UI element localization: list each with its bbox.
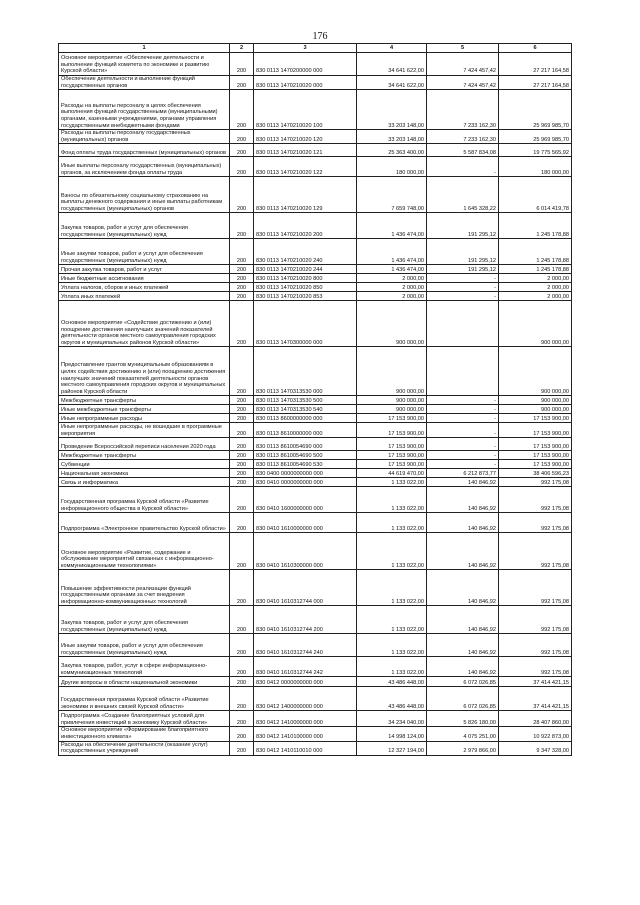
table-row <box>59 570 572 606</box>
row-plan-cell: 17 153 900,00 <box>357 414 427 423</box>
table-row <box>59 727 572 741</box>
row-plan-cell: 1 133 022,00 <box>357 634 427 657</box>
row-name-cell: Иные выплаты персоналу государственных (муниципальных) органов, за исключением фонда оплаты труда <box>59 157 230 177</box>
row-vr-cell: 200 <box>230 292 254 301</box>
row-code-cell: 830 0113 1470313530 000 <box>254 347 357 396</box>
row-plan-cell: 1 133 022,00 <box>357 657 427 677</box>
row-plan-cell: 33 203 148,00 <box>357 130 427 144</box>
row-vr-cell: 200 <box>230 478 254 487</box>
row-code-cell: 830 0113 1470210020 000 <box>254 76 357 90</box>
row-vr-cell: 200 <box>230 177 254 213</box>
row-code-cell: 830 0410 0000000000 000 <box>254 478 357 487</box>
column-header: 5 <box>427 44 499 53</box>
row-plan-cell: 1 436 474,00 <box>357 213 427 239</box>
row-vr-cell: 200 <box>230 451 254 460</box>
row-rest-cell: 180 000,00 <box>499 157 572 177</box>
table-row <box>59 301 572 347</box>
row-exec-cell: 7 233 162,30 <box>427 130 499 144</box>
row-plan-cell: 43 486 448,00 <box>357 687 427 711</box>
row-vr-cell: 200 <box>230 301 254 347</box>
row-exec-cell: 7 424 457,42 <box>427 53 499 76</box>
row-code-cell: 830 0113 8610054690 000 <box>254 438 357 451</box>
table-row <box>59 487 572 513</box>
row-exec-cell: - <box>427 460 499 469</box>
row-vr-cell: 200 <box>230 396 254 405</box>
row-code-cell: 830 0113 1470210020 129 <box>254 177 357 213</box>
row-name-cell: Основное мероприятие «Обеспечение деятельности и выполнение функций комитета по экономике и развитию Курской области» <box>59 53 230 76</box>
row-name-cell: Иные непрограммные расходы, не вошедшие в программные мероприятия <box>59 423 230 438</box>
row-code-cell: 830 0113 8600000000 000 <box>254 414 357 423</box>
row-vr-cell: 200 <box>230 570 254 606</box>
row-rest-cell: 900 000,00 <box>499 405 572 414</box>
row-exec-cell: - <box>427 414 499 423</box>
row-rest-cell: 900 000,00 <box>499 347 572 396</box>
row-exec-cell: - <box>427 292 499 301</box>
row-name-cell: Закупка товаров, работ и услуг для обеспечения государственных (муниципальных) нужд <box>59 213 230 239</box>
table-row <box>59 292 572 301</box>
row-exec-cell: - <box>427 396 499 405</box>
row-plan-cell: 1 133 022,00 <box>357 487 427 513</box>
table-row <box>59 460 572 469</box>
table-row <box>59 711 572 727</box>
row-code-cell: 830 0113 1470210020 850 <box>254 283 357 292</box>
row-exec-cell: 5 587 834,08 <box>427 144 499 157</box>
row-vr-cell: 200 <box>230 687 254 711</box>
row-plan-cell: 34 234 040,00 <box>357 711 427 727</box>
row-plan-cell: 2 000,00 <box>357 292 427 301</box>
row-vr-cell: 200 <box>230 711 254 727</box>
table-row <box>59 634 572 657</box>
row-vr-cell: 200 <box>230 76 254 90</box>
row-plan-cell: 1 133 022,00 <box>357 570 427 606</box>
row-rest-cell: 10 922 873,00 <box>499 727 572 741</box>
row-name-cell: Прочая закупка товаров, работ и услуг <box>59 265 230 274</box>
row-rest-cell: 25 969 985,70 <box>499 90 572 130</box>
row-vr-cell: 200 <box>230 741 254 755</box>
table-row <box>59 478 572 487</box>
row-plan-cell: 25 363 400,00 <box>357 144 427 157</box>
row-code-cell: 830 0412 0000000000 000 <box>254 677 357 687</box>
row-vr-cell: 200 <box>230 274 254 283</box>
row-name-cell: Подпрограмма «Электронное правительство Курской области» <box>59 513 230 533</box>
row-vr-cell: 200 <box>230 460 254 469</box>
row-code-cell: 830 0412 1410100000 000 <box>254 727 357 741</box>
row-exec-cell: 191 295,12 <box>427 239 499 265</box>
table-row <box>59 347 572 396</box>
row-rest-cell: 2 000,00 <box>499 292 572 301</box>
row-plan-cell: 900 000,00 <box>357 396 427 405</box>
page-number: 176 <box>312 31 328 42</box>
row-name-cell: Основное мероприятие «Формирование благоприятного инвестиционного климата» <box>59 727 230 741</box>
row-exec-cell: 140 846,92 <box>427 634 499 657</box>
row-exec-cell: 191 295,12 <box>427 265 499 274</box>
row-rest-cell: 992 175,08 <box>499 570 572 606</box>
row-rest-cell: 17 153 900,00 <box>499 451 572 460</box>
row-rest-cell: 992 175,08 <box>499 533 572 570</box>
row-code-cell: 830 0113 1470200000 000 <box>254 53 357 76</box>
row-code-cell: 830 0113 1470210020 800 <box>254 274 357 283</box>
row-name-cell: Иные бюджетные ассигнования <box>59 274 230 283</box>
row-name-cell: Закупка товаров, работ, услуг в сфере информационно-коммуникационных технологий <box>59 657 230 677</box>
row-code-cell: 830 0410 1610312744 242 <box>254 657 357 677</box>
row-plan-cell: 180 000,00 <box>357 157 427 177</box>
table-row <box>59 76 572 90</box>
row-exec-cell: 2 979 866,00 <box>427 741 499 755</box>
row-vr-cell: 200 <box>230 265 254 274</box>
row-code-cell: 830 0113 1470300000 000 <box>254 301 357 347</box>
row-plan-cell: 1 133 022,00 <box>357 533 427 570</box>
row-exec-cell: 140 846,92 <box>427 657 499 677</box>
row-name-cell: Обеспечение деятельности и выполнение функций государственных органов <box>59 76 230 90</box>
row-code-cell: 830 0113 1470210020 122 <box>254 157 357 177</box>
row-exec-cell: - <box>427 438 499 451</box>
table-row <box>59 239 572 265</box>
row-vr-cell: 200 <box>230 405 254 414</box>
row-rest-cell: 17 153 900,00 <box>499 438 572 451</box>
budget-table <box>58 43 572 756</box>
table-row <box>59 469 572 478</box>
row-name-cell: Расходы на выплаты персоналу в целях обеспечения выполнения функций государственными (муниципальными) органами, казенными учреждениями, органами управления государственными внебюджетными фондами <box>59 90 230 130</box>
row-vr-cell: 200 <box>230 423 254 438</box>
row-exec-cell <box>427 347 499 396</box>
row-name-cell: Государственная программа Курской области «Развитие экономики и внешних связей Курской области» <box>59 687 230 711</box>
row-plan-cell: 1 436 474,00 <box>357 265 427 274</box>
table-row <box>59 157 572 177</box>
row-exec-cell: - <box>427 274 499 283</box>
table-row <box>59 144 572 157</box>
table-row <box>59 438 572 451</box>
row-name-cell: Фонд оплаты труда государственных (муниципальных) органов <box>59 144 230 157</box>
row-rest-cell: 992 175,08 <box>499 606 572 634</box>
row-vr-cell: 200 <box>230 438 254 451</box>
row-vr-cell: 200 <box>230 239 254 265</box>
row-name-cell: Закупка товаров, работ и услуг для обеспечения государственных (муниципальных) нужд <box>59 606 230 634</box>
table-row <box>59 90 572 130</box>
row-exec-cell: - <box>427 157 499 177</box>
row-exec-cell: 5 826 180,00 <box>427 711 499 727</box>
row-plan-cell: 34 641 622,00 <box>357 76 427 90</box>
row-name-cell: Иные закупки товаров, работ и услуг для обеспечения государственных (муниципальных) нужд <box>59 634 230 657</box>
row-name-cell: Основное мероприятие «Развитие, содержание и обслуживание мероприятий связанных с информационно-коммуникационными технологиями» <box>59 533 230 570</box>
row-code-cell: 830 0113 1470210020 853 <box>254 292 357 301</box>
table-row <box>59 741 572 755</box>
row-exec-cell: 140 846,92 <box>427 513 499 533</box>
row-vr-cell: 200 <box>230 727 254 741</box>
row-rest-cell: 900 000,00 <box>499 396 572 405</box>
row-plan-cell: 1 436 474,00 <box>357 239 427 265</box>
row-exec-cell: 140 846,92 <box>427 478 499 487</box>
row-exec-cell: 7 424 457,42 <box>427 76 499 90</box>
table-row <box>59 130 572 144</box>
row-rest-cell: 900 000,00 <box>499 301 572 347</box>
row-code-cell: 830 0113 1470313530 500 <box>254 396 357 405</box>
row-name-cell: Иные межбюджетные трансферты <box>59 405 230 414</box>
row-vr-cell: 200 <box>230 347 254 396</box>
row-vr-cell: 200 <box>230 283 254 292</box>
table-row <box>59 677 572 687</box>
row-name-cell: Связь и информатика <box>59 478 230 487</box>
row-plan-cell: 7 659 748,00 <box>357 177 427 213</box>
row-rest-cell: 17 153 900,00 <box>499 414 572 423</box>
row-plan-cell: 17 153 900,00 <box>357 438 427 451</box>
row-code-cell: 830 0113 1470210020 240 <box>254 239 357 265</box>
table-row <box>59 687 572 711</box>
table-body <box>59 53 572 756</box>
row-rest-cell: 1 245 178,88 <box>499 265 572 274</box>
table-row <box>59 283 572 292</box>
table-row <box>59 606 572 634</box>
row-exec-cell: 140 846,92 <box>427 570 499 606</box>
row-rest-cell: 27 217 164,58 <box>499 76 572 90</box>
row-plan-cell: 34 641 622,00 <box>357 53 427 76</box>
row-name-cell: Другие вопросы в области национальной экономики <box>59 677 230 687</box>
row-plan-cell: 900 000,00 <box>357 347 427 396</box>
row-plan-cell: 43 486 448,00 <box>357 677 427 687</box>
row-name-cell: Иные непрограммные расходы <box>59 414 230 423</box>
row-rest-cell: 992 175,08 <box>499 478 572 487</box>
row-plan-cell: 1 133 022,00 <box>357 478 427 487</box>
column-header: 6 <box>499 44 572 53</box>
row-rest-cell: 19 775 565,92 <box>499 144 572 157</box>
row-name-cell: Государственная программа Курской области «Развитие информационного общества в Курской области» <box>59 487 230 513</box>
row-exec-cell: 191 295,12 <box>427 213 499 239</box>
row-rest-cell: 25 969 985,70 <box>499 130 572 144</box>
column-header: 3 <box>254 44 357 53</box>
row-vr-cell: 200 <box>230 533 254 570</box>
row-vr-cell: 200 <box>230 157 254 177</box>
row-code-cell: 830 0410 1610312744 200 <box>254 606 357 634</box>
row-name-cell: Повышение эффективности реализации функций государственными органами за счет внедрения информационно-коммуникационных технологий <box>59 570 230 606</box>
row-exec-cell: 6 212 873,77 <box>427 469 499 478</box>
row-name-cell: Предоставление грантов муниципальным образованиям в целях содействия достижению и (или) поощрению достижения наилучших значений показателей деятельности органов местного самоуправления городских округов и муниципальных районов Курской области <box>59 347 230 396</box>
row-code-cell: 830 0410 1600000000 000 <box>254 487 357 513</box>
table-row <box>59 414 572 423</box>
row-vr-cell: 200 <box>230 606 254 634</box>
row-rest-cell: 9 347 328,00 <box>499 741 572 755</box>
table-row <box>59 213 572 239</box>
row-name-cell: Национальная экономика <box>59 469 230 478</box>
row-plan-cell: 900 000,00 <box>357 405 427 414</box>
row-name-cell: Расходы на выплаты персоналу государственных (муниципальных) органов <box>59 130 230 144</box>
row-code-cell: 830 0113 1470210020 121 <box>254 144 357 157</box>
table-header-row <box>59 44 572 53</box>
row-rest-cell: 1 245 178,88 <box>499 239 572 265</box>
row-name-cell: Уплата иных платежей <box>59 292 230 301</box>
row-name-cell: Межбюджетные трансферты <box>59 451 230 460</box>
row-name-cell: Взносы по обязательному социальному страхованию на выплаты денежного содержания и иные выплаты работникам государственных (муниципальных) органов <box>59 177 230 213</box>
row-rest-cell: 38 406 596,23 <box>499 469 572 478</box>
table-row <box>59 396 572 405</box>
row-rest-cell: 17 153 900,00 <box>499 460 572 469</box>
row-code-cell: 830 0400 0000000000 000 <box>254 469 357 478</box>
column-header: 2 <box>230 44 254 53</box>
row-name-cell: Межбюджетные трансферты <box>59 396 230 405</box>
row-rest-cell: 992 175,08 <box>499 634 572 657</box>
table-row <box>59 405 572 414</box>
table-row <box>59 451 572 460</box>
row-code-cell: 830 0113 1470210020 100 <box>254 90 357 130</box>
row-code-cell: 830 0412 1410000000 000 <box>254 711 357 727</box>
row-vr-cell: 200 <box>230 657 254 677</box>
row-vr-cell: 200 <box>230 677 254 687</box>
row-plan-cell: 12 327 194,00 <box>357 741 427 755</box>
row-vr-cell: 200 <box>230 634 254 657</box>
row-exec-cell: - <box>427 283 499 292</box>
row-vr-cell: 200 <box>230 513 254 533</box>
row-code-cell: 830 0412 1410110010 000 <box>254 741 357 755</box>
row-plan-cell: 1 133 022,00 <box>357 606 427 634</box>
row-rest-cell: 28 407 860,00 <box>499 711 572 727</box>
row-vr-cell: 200 <box>230 144 254 157</box>
row-code-cell: 830 0113 8610000000 000 <box>254 423 357 438</box>
table-row <box>59 513 572 533</box>
row-name-cell: Уплата налогов, сборов и иных платежей <box>59 283 230 292</box>
row-rest-cell: 992 175,08 <box>499 513 572 533</box>
row-exec-cell: 7 233 162,30 <box>427 90 499 130</box>
table-row <box>59 657 572 677</box>
row-name-cell: Подпрограмма «Создание благоприятных условий для привлечения инвестиций в экономику Курской области» <box>59 711 230 727</box>
row-rest-cell: 37 414 421,15 <box>499 677 572 687</box>
table-row <box>59 265 572 274</box>
row-code-cell: 830 0412 1400000000 000 <box>254 687 357 711</box>
row-exec-cell: - <box>427 451 499 460</box>
row-plan-cell: 17 153 900,00 <box>357 451 427 460</box>
row-vr-cell: 200 <box>230 90 254 130</box>
row-code-cell: 830 0410 1610312744 240 <box>254 634 357 657</box>
row-plan-cell: 14 998 124,00 <box>357 727 427 741</box>
row-plan-cell: 900 000,00 <box>357 301 427 347</box>
row-code-cell: 830 0113 8610054690 500 <box>254 451 357 460</box>
row-vr-cell: 200 <box>230 414 254 423</box>
row-plan-cell: 17 153 900,00 <box>357 423 427 438</box>
row-code-cell: 830 0113 1470210020 200 <box>254 213 357 239</box>
table-row <box>59 53 572 76</box>
row-plan-cell: 1 133 022,00 <box>357 513 427 533</box>
row-code-cell: 830 0410 1610000000 000 <box>254 513 357 533</box>
row-rest-cell: 6 014 419,78 <box>499 177 572 213</box>
row-vr-cell: 200 <box>230 487 254 513</box>
row-exec-cell: 140 846,92 <box>427 533 499 570</box>
column-header: 1 <box>59 44 230 53</box>
row-vr-cell: 200 <box>230 469 254 478</box>
row-plan-cell: 2 000,00 <box>357 283 427 292</box>
row-plan-cell: 33 203 148,00 <box>357 90 427 130</box>
row-name-cell: Субвенции <box>59 460 230 469</box>
row-name-cell: Основное мероприятие «Содействие достижению и (или) поощрение достижения наилучших значений показателей деятельности органов местного самоуправления городских округов и муниципальных районов Курской области» <box>59 301 230 347</box>
table-row <box>59 274 572 283</box>
table-row <box>59 533 572 570</box>
row-code-cell: 830 0113 8610054690 530 <box>254 460 357 469</box>
row-rest-cell: 992 175,08 <box>499 657 572 677</box>
row-plan-cell: 2 000,00 <box>357 274 427 283</box>
row-exec-cell: 140 846,92 <box>427 606 499 634</box>
row-exec-cell: 4 075 251,00 <box>427 727 499 741</box>
row-vr-cell: 200 <box>230 53 254 76</box>
row-exec-cell: 1 645 328,22 <box>427 177 499 213</box>
row-vr-cell: 200 <box>230 213 254 239</box>
table-row <box>59 177 572 213</box>
row-rest-cell: 2 000,00 <box>499 283 572 292</box>
row-exec-cell: 6 072 026,85 <box>427 687 499 711</box>
row-rest-cell: 2 000,00 <box>499 274 572 283</box>
row-code-cell: 830 0410 1610300000 000 <box>254 533 357 570</box>
row-exec-cell: - <box>427 423 499 438</box>
table-row <box>59 423 572 438</box>
row-name-cell: Расходы на обеспечение деятельности (оказание услуг) государственных учреждений <box>59 741 230 755</box>
row-code-cell: 830 0410 1610312744 000 <box>254 570 357 606</box>
row-rest-cell: 27 217 164,58 <box>499 53 572 76</box>
row-exec-cell: 6 072 026,85 <box>427 677 499 687</box>
row-rest-cell: 1 245 178,88 <box>499 213 572 239</box>
row-exec-cell: - <box>427 405 499 414</box>
row-rest-cell: 17 153 900,00 <box>499 423 572 438</box>
row-code-cell: 830 0113 1470313530 540 <box>254 405 357 414</box>
row-code-cell: 830 0113 1470210020 120 <box>254 130 357 144</box>
row-vr-cell: 200 <box>230 130 254 144</box>
column-header: 4 <box>357 44 427 53</box>
row-exec-cell <box>427 301 499 347</box>
row-name-cell: Проведение Всероссийской переписи населения 2020 года <box>59 438 230 451</box>
row-rest-cell: 37 414 421,15 <box>499 687 572 711</box>
row-code-cell: 830 0113 1470210020 244 <box>254 265 357 274</box>
row-exec-cell: 140 846,92 <box>427 487 499 513</box>
row-name-cell: Иные закупки товаров, работ и услуг для обеспечения государственных (муниципальных) нужд <box>59 239 230 265</box>
row-plan-cell: 44 619 470,00 <box>357 469 427 478</box>
row-rest-cell: 992 175,08 <box>499 487 572 513</box>
row-plan-cell: 17 153 900,00 <box>357 460 427 469</box>
